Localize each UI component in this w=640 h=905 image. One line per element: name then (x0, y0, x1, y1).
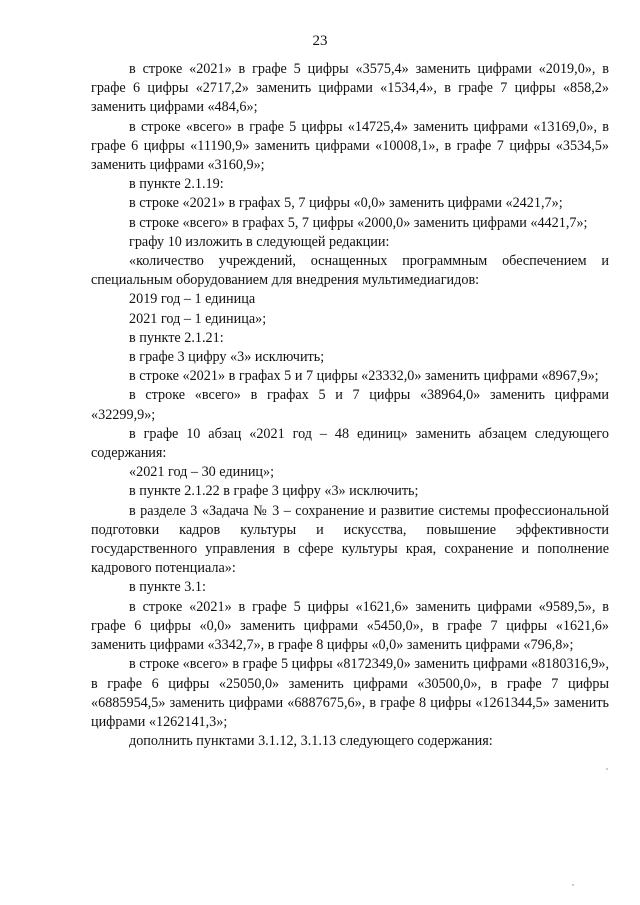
paragraph-item-2-1-21: в пункте 2.1.21: (129, 329, 224, 346)
paragraph-total-row-2-1-19: в строке «всего» в графах 5, 7 цифры «2000,0» заменить цифрами «4421,7»; (129, 214, 588, 231)
paragraph-add-items: дополнить пунктами 3.1.12, 3.1.13 следующего содержания: (129, 733, 493, 750)
document-body (91, 60, 609, 751)
paragraph-2019-year: 2019 год – 1 единица (129, 291, 256, 308)
paragraph-item-2-1-22: в пункте 2.1.22 в графе 3 цифру «3» исключить; (129, 483, 419, 500)
paragraph-item-3-1: в пункте 3.1: (129, 579, 206, 596)
paragraph-2021-row-2-1-19: в строке «2021» в графах 5, 7 цифры «0,0» заменить цифрами «2421,7»; (129, 195, 563, 212)
scan-speck (606, 768, 608, 770)
page-number: 23 (312, 33, 328, 49)
paragraph-section-3: в разделе 3 «Задача № 3 – сохранение и развитие системы профессиональной подготовки кадров культуры и искусства, повышение эффективности государственного управления в сфере культуры края, сохранение и пополнение кадрового потенциала»: (91, 502, 609, 577)
paragraph-item-2-1-19: в пункте 2.1.19: (129, 176, 224, 193)
paragraph-2021-year: 2021 год – 1 единица»; (129, 310, 267, 327)
paragraph-column-10-heading: графу 10 изложить в следующей редакции: (129, 233, 390, 250)
paragraph-2021-30-units: «2021 год – 30 единиц»; (129, 464, 275, 481)
paragraph-column-10-replace: в графе 10 абзац «2021 год – 48 единиц» заменить абзацем следующего содержания: (91, 425, 609, 462)
paragraph-2021-row-2-1-21: в строке «2021» в графах 5 и 7 цифры «23332,0» заменить цифрами «8967,9»; (129, 368, 599, 385)
paragraph-2021-row-3-1: в строке «2021» в графе 5 цифры «1621,6» заменить цифрами «9589,5», в графе 6 цифры «0,0» заменить цифрами «5450,0», в графе 7 цифры «1621,6» заменить цифрами «3342,7», в графе 8 цифры «0,0» заменить цифрами «796,8»; (91, 598, 609, 654)
paragraph-column-3-exclude: в графе 3 цифру «3» исключить; (129, 349, 325, 366)
paragraph-total-row-2-1-21: в строке «всего» в графах 5 и 7 цифры «38964,0» заменить цифрами «32299,9»; (91, 387, 609, 423)
paragraph-total-row-edits: в строке «всего» в графе 5 цифры «14725,4» заменить цифрами «13169,0», в графе 6 цифры «11190,9» заменить цифрами «10008,1», в графе 7 цифры «3534,5» заменить цифрами «3160,9»; (91, 118, 609, 174)
scan-speck (572, 884, 574, 886)
paragraph-2021-row-edits: в строке «2021» в графе 5 цифры «3575,4» заменить цифрами «2019,0», в графе 6 цифры «2717,2» заменить цифрами «1534,4», в графе 7 цифры «858,2» заменить цифрами «484,6»; (91, 61, 609, 116)
paragraph-total-row-3-1: в строке «всего» в графе 5 цифры «8172349,0» заменить цифрами «8180316,9», в графе 6 цифры «25050,0» заменить цифрами «30500,0», в графе 7 цифры «6885954,5» заменить цифрами «6887675,6», в графе 8 цифры «1261344,5» заменить цифрами «1262141,3»; (91, 656, 609, 730)
paragraph-column-10-text: «количество учреждений, оснащенных программным обеспечением и специальным оборудованием для внедрения мультимедиагидов: (91, 253, 609, 289)
